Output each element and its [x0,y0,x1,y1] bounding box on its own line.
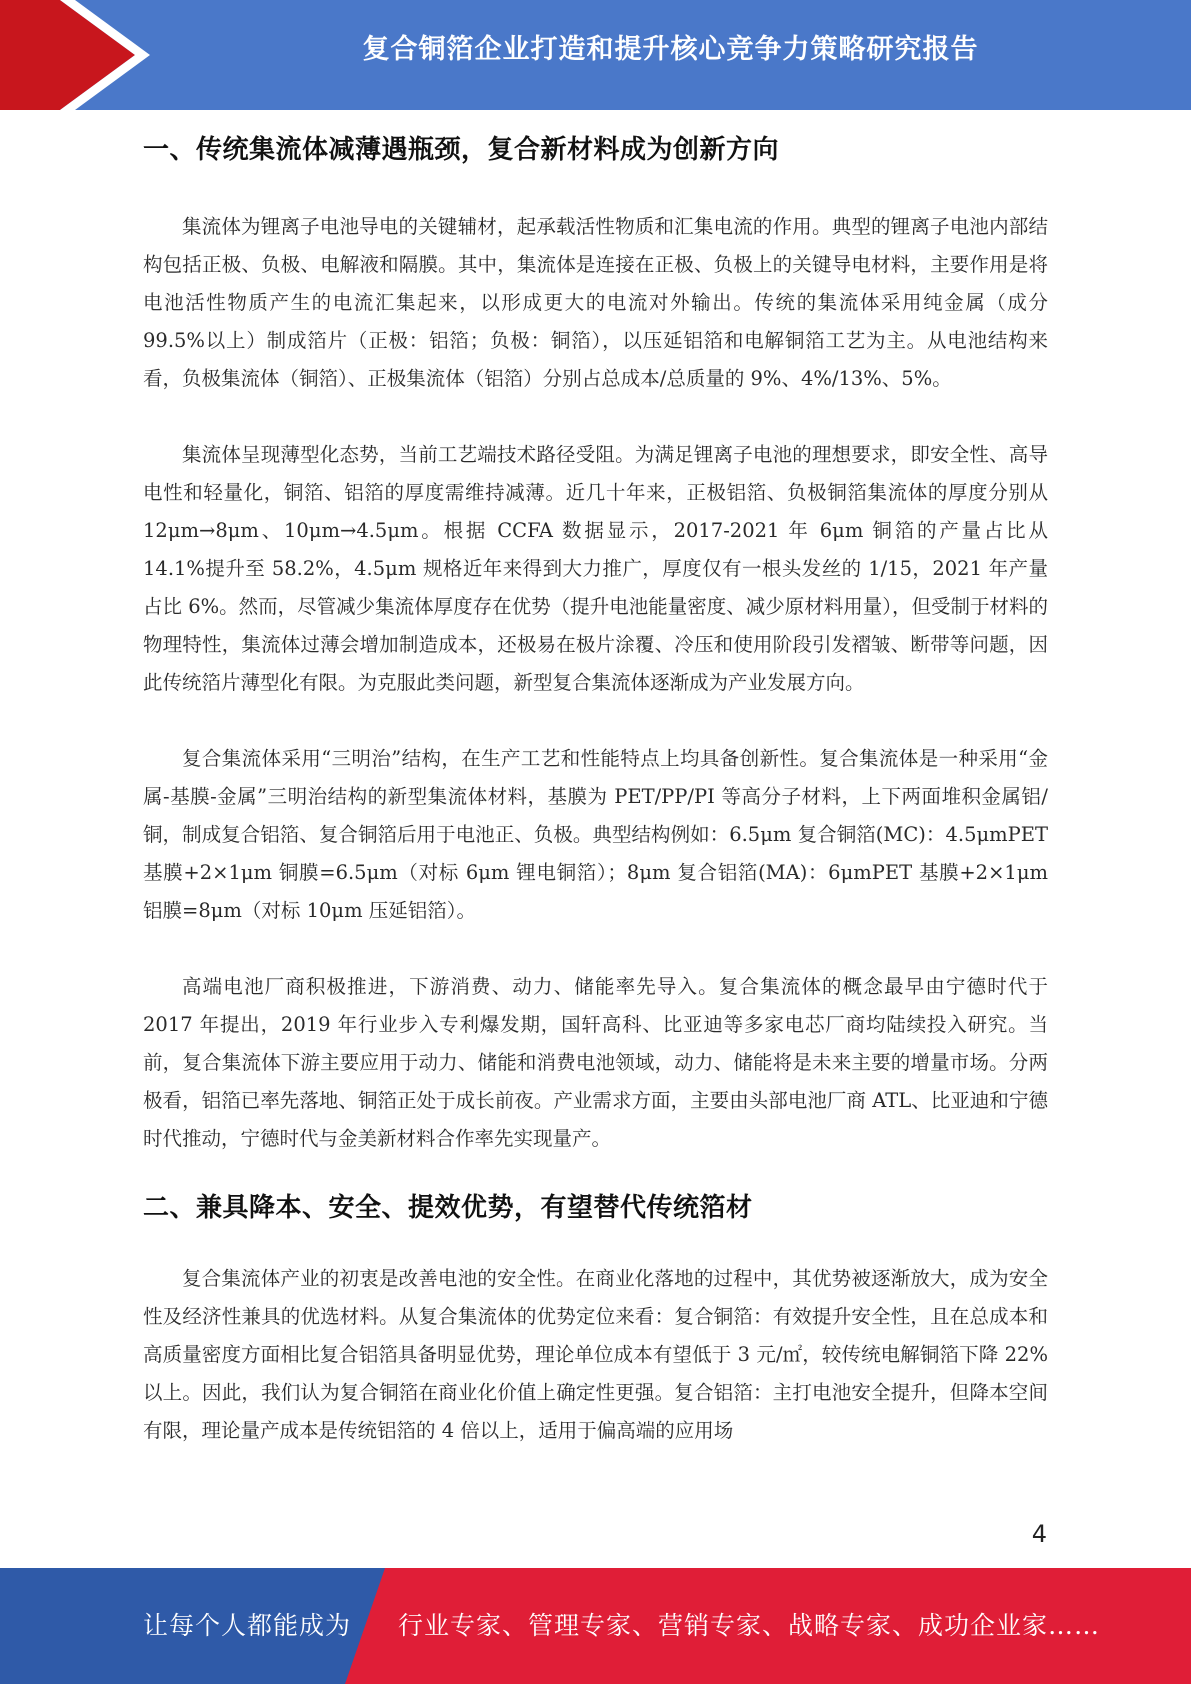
section-heading-2: 二、兼具降本、安全、提效优势，有望替代传统箔材 [143,1193,753,1223]
main-content [143,128,1048,1450]
header-chevron-decoration [0,0,160,110]
section-heading-1: 一、传统集流体减薄遇瓶颈，复合新材料成为创新方向 [143,135,780,165]
header-banner [0,0,1191,110]
paragraph-safety-advantage: 复合集流体产业的初衷是改善电池的安全性。在商业化落地的过程中，其优势被逐渐放大，成为安全性及经济性兼具的优选材料。从复合集流体的优势定位来看：复合铜箔：有效提升安全性，且在总成本和高质量密度方面相比复合铝箔具备明显优势，理论单位成本有望低于 3 元/㎡，较传统电解铜箔下降 22%以上。因此，我们认为复合铜箔在商业化价值上确定性更强。复合铝箔：主打电池安全提升，但降本空间有限，理论量产成本是传统铝箔的 4 倍以上，适用于偏高端的应用场 [143,1267,1048,1442]
report-title: 复合铜箔企业打造和提升核心竞争力策略研究报告 [362,34,979,65]
footer-slogan-right: 行业专家、管理专家、营销专家、战略专家、成功企业家…… [398,1611,1101,1640]
footer-banner [0,1568,1191,1684]
paragraph-thinning-trend: 集流体呈现薄型化态势，当前工艺端技术路径受阻。为满足锂离子电池的理想要求，即安全性、高导电性和轻量化，铜箔、铝箔的厚度需维持减薄。近几十年来，正极铝箔、负极铜箔集流体的厚度分别从 12μm→8μm、10μm→4.5μm。根据 CCFA 数据显示，2017-2021 年 6μm 铜箔的产量占比从 14.1%提升至 58.2%，4.5μm 规格近年来得到大力推广，厚度仅有一根头发丝的 1/15，2021 年产量占比 6%。然而，尽管减少集流体厚度存在优势（提升电池能量密度、减少原材料用量），但受制于材料的物理特性，集流体过薄会增加制造成本，还极易在极片涂覆、冷压和使用阶段引发褶皱、断带等问题，因此传统箔片薄型化有限。为克服此类问题，新型复合集流体逐渐成为产业发展方向。 [143,443,1048,694]
paragraph-battery-makers: 高端电池厂商积极推进，下游消费、动力、储能率先导入。复合集流体的概念最早由宁德时代于 2017 年提出，2019 年行业步入专利爆发期，国轩高科、比亚迪等多家电芯厂商均陆续投入研究。当前，复合集流体下游主要应用于动力、储能和消费电池领域，动力、储能将是未来主要的增量市场。分两极看，铝箔已率先落地、铜箔正处于成长前夜。产业需求方面，主要由头部电池厂商 ATL、比亚迪和宁德时代推动，宁德时代与金美新材料合作率先实现量产。 [143,975,1048,1150]
paragraph-sandwich-structure: 复合集流体采用“三明治”结构，在生产工艺和性能特点上均具备创新性。复合集流体是一种采用“金属-基膜-金属”三明治结构的新型集流体材料，基膜为 PET/PP/PI 等高分子材料，上下两面堆积金属铝/铜，制成复合铝箔、复合铜箔后用于电池正、负极。典型结构例如：6.5μm 复合铜箔(MC)：4.5μmPET 基膜+2×1μm 铜膜=6.5μm（对标 6μm 锂电铜箔）；8μm 复合铝箔(MA)：6μmPET 基膜+2×1μm 铝膜=8μm（对标 10μm 压延铝箔）。 [143,747,1048,922]
paragraph-current-collector: 集流体为锂离子电池导电的关键辅材，起承载活性物质和汇集电流的作用。典型的锂离子电池内部结构包括正极、负极、电解液和隔膜。其中，集流体是连接在正极、负极上的关键导电材料，主要作用是将电池活性物质产生的电流汇集起来，以形成更大的电流对外输出。传统的集流体采用纯金属（成分 99.5%以上）制成箔片（正极：铝箔；负极：铜箔），以压延铝箔和电解铜箔工艺为主。从电池结构来看，负极集流体（铜箔）、正极集流体（铝箔）分别占总成本/总质量的 9%、4%/13%、5%。 [143,215,1048,390]
footer-slogan-left: 让每个人都能成为 [143,1611,352,1640]
page-number: 4 [1031,1520,1047,1548]
